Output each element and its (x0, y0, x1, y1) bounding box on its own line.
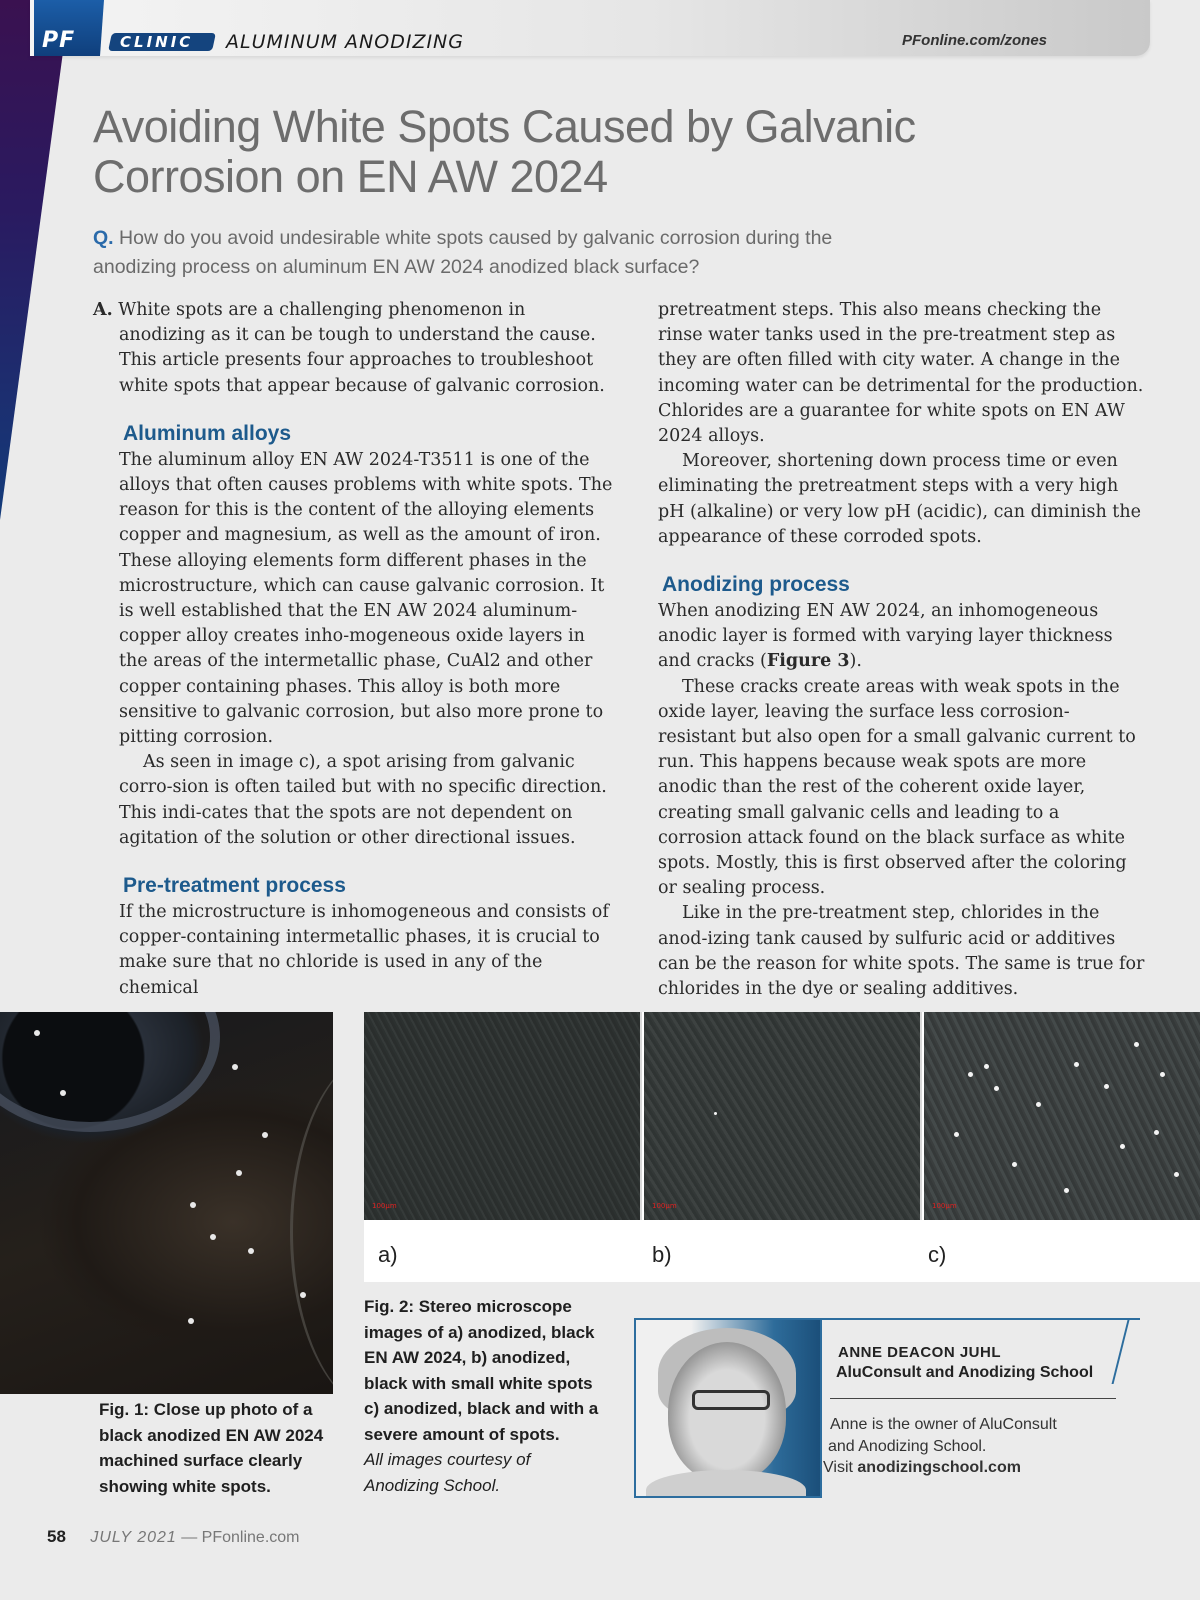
page-number: 58 (47, 1527, 66, 1546)
white-spot (968, 1072, 973, 1077)
pretreatment-paragraph-2: Moreover, shortening down process time or even eliminating the pretreatment steps with a very high pH (alkaline) or very low pH (acidic), can diminish the appearance of these corroded spots. (658, 451, 1141, 547)
fig2-caption-text: Stereo microscope images of a) anodized, black EN AW 2024, b) anodized, black with small white spots c) anodized, black and with a severe amount of spots. (364, 1297, 599, 1444)
anodizing-p1-end: ). (849, 651, 862, 672)
avatar-glasses (692, 1390, 770, 1410)
panel-label-b: b) (652, 1242, 672, 1267)
left-column (93, 298, 613, 1001)
white-spot (1074, 1062, 1079, 1067)
photo-ring-edge (0, 1012, 220, 1132)
microscope-image-b (644, 1012, 922, 1220)
fig2-credit: All images courtesy of Anodizing School. (364, 1450, 531, 1495)
alloys-paragraph-1: The aluminum alloy EN AW 2024-T3511 is one of the alloys that often causes problems with white spots. The reason for this is the content of the alloying elements copper and magnesium, as well as the amount of iron. These alloying elements form different phases in the microstructure, which can cause galvanic corrosion. It is well established that the EN AW 2024 aluminum-copper alloy creates inho-mogeneous oxide layers in the areas of the intermetallic phase, CuAl2 and other copper containing phases. This alloy is both more sensitive to galvanic corrosion, but also more prone to pitting corrosion. (119, 449, 613, 748)
author-organization: AluConsult and Anodizing School (836, 1364, 1094, 1381)
white-spot (1104, 1084, 1109, 1089)
author-visit-label: Visit (823, 1459, 858, 1476)
microscope-image-c (924, 1012, 1200, 1220)
left-sections (93, 421, 613, 1001)
author-photo (634, 1318, 822, 1498)
scale-bar-c: 100µm (932, 1202, 957, 1210)
white-spot (1036, 1102, 1041, 1107)
author-divider (830, 1398, 1116, 1399)
white-spot (262, 1132, 268, 1138)
white-spot (248, 1248, 254, 1254)
figure-1-photo (0, 1012, 333, 1394)
white-spot (232, 1064, 238, 1070)
pretreatment-continued: pretreatment steps. This also means checking the rinse water tanks used in the pre-treatment step as they are often filled with city water. A change in the incoming water can be detrimental for the production. Chlorides are a guarantee for white spots on EN AW 2024 alloys. (658, 300, 1144, 447)
white-spot (1012, 1162, 1017, 1167)
scale-bar-b: 100µm (652, 1202, 677, 1210)
fig2-label: Fig. 2: (364, 1297, 415, 1316)
microscope-image-a (364, 1012, 642, 1220)
title-line-2: Corrosion on EN AW 2024 (93, 151, 608, 202)
heading-aluminum-alloys: Aluminum alloys (123, 421, 292, 445)
white-spot (188, 1318, 194, 1324)
white-spot (34, 1030, 40, 1036)
answer-intro (93, 298, 613, 399)
photo-arc-edge (290, 1052, 333, 1394)
right-column (658, 298, 1146, 1002)
avatar-shoulders (646, 1470, 806, 1498)
figure-2-caption (364, 1294, 604, 1498)
answer-text: White spots are a challenging phenomenon in anodizing as it can be tough to understand the cause. This article presents four approaches to troubleshoot white spots that appear because of galvanic corrosion. (118, 300, 605, 396)
panel-label-c: c) (928, 1242, 947, 1267)
article-title (93, 102, 973, 202)
panel-label-a: a) (378, 1242, 398, 1267)
question-label: Q. (93, 227, 114, 249)
author-bio (823, 1414, 1123, 1479)
question (93, 224, 893, 282)
footer-separator: — (176, 1529, 202, 1546)
white-spot (994, 1086, 999, 1091)
white-spot (954, 1132, 959, 1137)
white-spot (236, 1170, 242, 1176)
white-spot (1134, 1042, 1139, 1047)
anodizing-paragraph-1 (658, 599, 1146, 675)
heading-anodizing-process: Anodizing process (662, 573, 850, 597)
white-spot (1154, 1130, 1159, 1135)
author-bio-line-1: Anne is the owner of AluConsult (830, 1416, 1057, 1433)
figure-1-caption (99, 1397, 329, 1499)
alloys-paragraph-2: As seen in image c), a spot arising from galvanic corro-sion is often tailed but with no specific direction. This indi-cates that the spots are not dependent on agitation of the solution or other directional issues. (119, 752, 607, 848)
question-text: How do you avoid undesirable white spots caused by galvanic corrosion during the anodizing process on aluminum EN AW 2024 anodized black surface? (93, 227, 833, 278)
figure-3-reference: Figure 3 (766, 651, 850, 672)
white-spot (60, 1090, 66, 1096)
anodizing-paragraph-2: These cracks create areas with weak spots in the oxide layer, leaving the surface less corrosion-resistant but also open for a small galvanic current to run. This happens because weak spots are more anodic than the rest of the coherent oxide layer, creating small galvanic cells and leading to a corrosion attack found on the black surface as white spots. Mostly, this is first observed after the coloring or sealing process. (658, 676, 1136, 899)
anodizing-p1-text: When anodizing EN AW 2024, an inhomogeneous anodic layer is formed with varying layer thickness and cracks ( (658, 601, 1113, 672)
title-line-1: Avoiding White Spots Caused by Galvanic (93, 101, 916, 152)
scale-bar-a: 100µm (372, 1202, 397, 1210)
author-bio-line-2: and Anodizing School. (828, 1437, 987, 1455)
pretreatment-paragraph-1: If the microstructure is inhomogeneous and consists of copper-containing intermetallic phases, it is crucial to make sure that no chloride is used in any of the chemical (119, 902, 609, 998)
pf-logo: PF (42, 28, 76, 53)
white-spot (300, 1292, 306, 1298)
issue-date: JULY 2021 (90, 1529, 177, 1546)
white-spot (714, 1112, 717, 1115)
fig1-label: Fig. 1: (99, 1400, 150, 1419)
white-spot (1120, 1144, 1125, 1149)
fig1-caption-text: Close up photo of a black anodized EN AW 2024 machined surface clearly showing white spots. (99, 1400, 324, 1496)
avatar-face (668, 1342, 786, 1482)
white-spot (1064, 1188, 1069, 1193)
author-website-link[interactable]: anodizingschool.com (857, 1459, 1021, 1476)
white-spot (984, 1064, 989, 1069)
page-footer (47, 1527, 300, 1547)
heading-pretreatment: Pre-treatment process (123, 874, 346, 898)
author-bio-visit (823, 1457, 1123, 1479)
answer-label: A. (93, 300, 113, 320)
author-name: ANNE DEACON JUHL (838, 1344, 1002, 1361)
white-spot (190, 1202, 196, 1208)
white-spot (1174, 1172, 1179, 1177)
section-title: ALUMINUM ANODIZING (226, 31, 464, 53)
accent-band (0, 0, 70, 520)
clinic-badge-text: CLINIC (120, 33, 194, 51)
anodizing-paragraph-3: Like in the pre-treatment step, chlorides in the anod-izing tank caused by sulfuric acid or additives can be the reason for white spots. The same is true for chlorides in the dye or sealing additives. (658, 903, 1145, 1000)
white-spot (210, 1234, 216, 1240)
footer-site[interactable]: PFonline.com (201, 1529, 300, 1546)
white-spot (1160, 1072, 1165, 1077)
zones-link[interactable]: PFonline.com/zones (902, 32, 1048, 49)
figure-2-panels (364, 1012, 1200, 1282)
